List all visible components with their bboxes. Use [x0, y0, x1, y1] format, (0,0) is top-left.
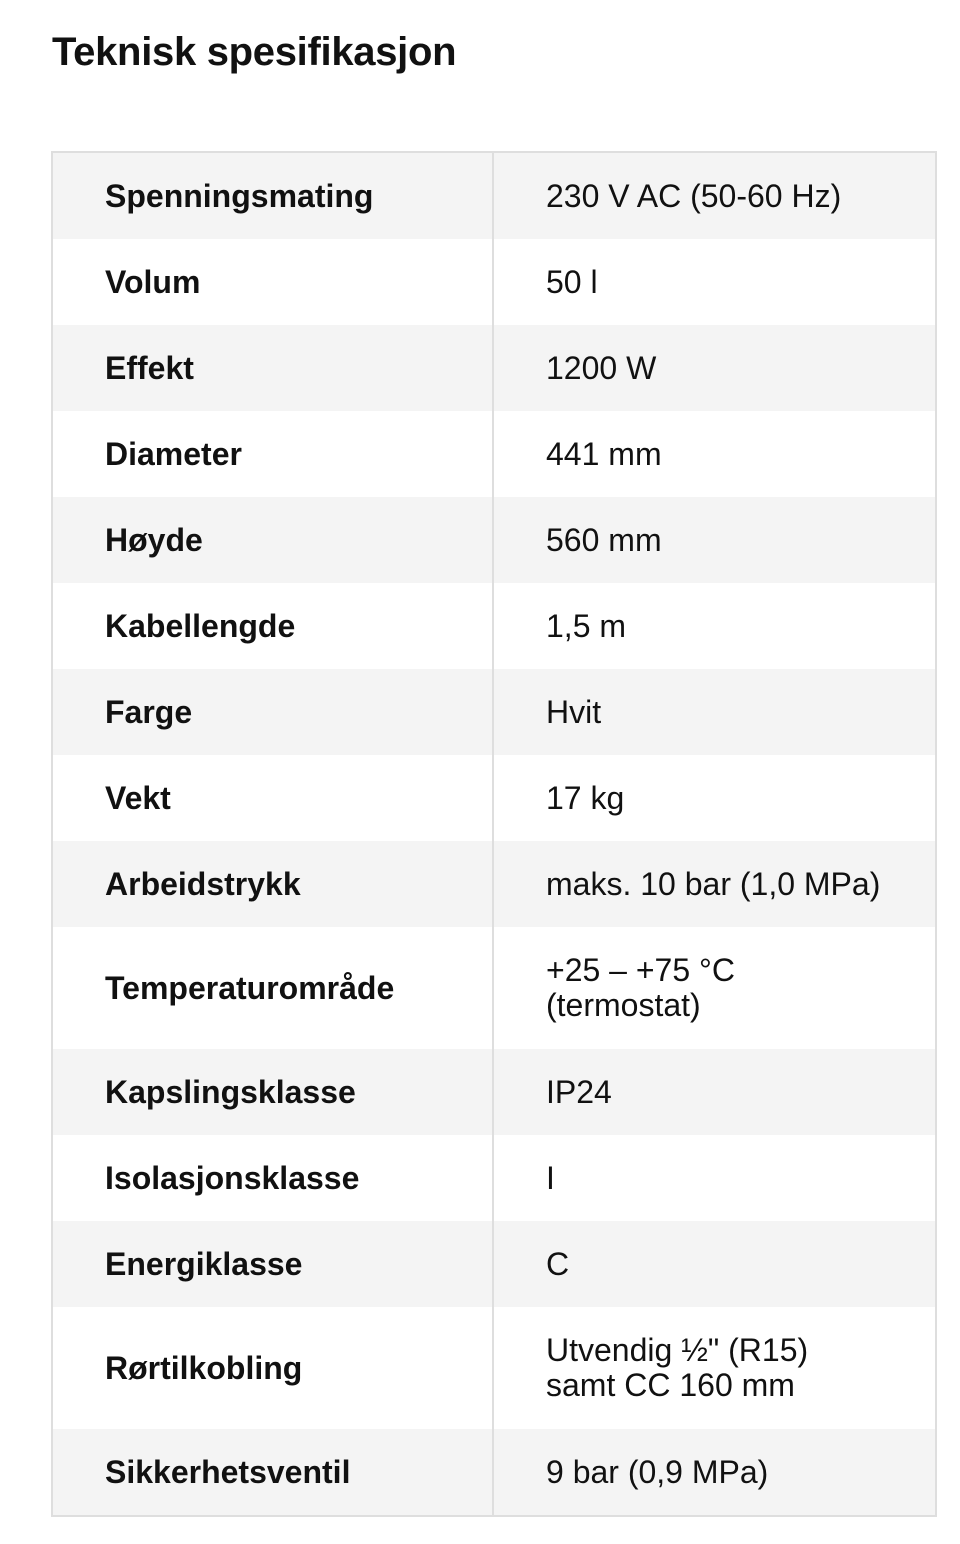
spec-table [51, 151, 937, 1517]
spec-row [53, 1135, 935, 1221]
spec-label: Spenningsmating [53, 153, 494, 239]
spec-label: Arbeidstrykk [53, 841, 494, 927]
spec-value-line: 9 bar (0,9 MPa) [546, 1453, 769, 1490]
spec-value-line: maks. 10 bar (1,0 MPa) [546, 865, 881, 902]
spec-row [53, 1307, 935, 1429]
spec-value [494, 1307, 935, 1429]
spec-value-line: C [546, 1245, 570, 1282]
spec-value [494, 325, 935, 411]
spec-row [53, 325, 935, 411]
spec-value [494, 927, 935, 1049]
spec-value-line: 1200 W [546, 349, 657, 386]
spec-label: Effekt [53, 325, 494, 411]
spec-value-line: (termostat) [546, 987, 701, 1023]
spec-label: Sikkerhetsventil [53, 1429, 494, 1515]
spec-value-line: 17 kg [546, 779, 625, 816]
spec-value-line: 1,5 m [546, 607, 627, 644]
page-title: Teknisk spesifikasjon [52, 30, 457, 74]
spec-row [53, 153, 935, 239]
spec-row [53, 583, 935, 669]
spec-label: Volum [53, 239, 494, 325]
spec-value [494, 1049, 935, 1135]
spec-value [494, 1429, 935, 1515]
spec-value-line: 441 mm [546, 435, 662, 472]
spec-row [53, 1049, 935, 1135]
spec-label: Høyde [53, 497, 494, 583]
spec-value-line: samt CC 160 mm [546, 1367, 795, 1403]
spec-label: Temperaturområde [53, 927, 494, 1049]
spec-value-line: 50 l [546, 263, 598, 300]
spec-row [53, 841, 935, 927]
spec-label: Diameter [53, 411, 494, 497]
spec-value-line: IP24 [546, 1073, 612, 1110]
spec-row [53, 411, 935, 497]
spec-value [494, 239, 935, 325]
spec-value-line: 560 mm [546, 521, 662, 558]
spec-value-line: Utvendig ½" (R15) [546, 1332, 809, 1368]
spec-value [494, 583, 935, 669]
spec-label: Isolasjonsklasse [53, 1135, 494, 1221]
spec-label: Energiklasse [53, 1221, 494, 1307]
spec-value [494, 1221, 935, 1307]
spec-value [494, 153, 935, 239]
spec-row [53, 669, 935, 755]
spec-label: Rørtilkobling [53, 1307, 494, 1429]
spec-label: Kapslingsklasse [53, 1049, 494, 1135]
spec-row [53, 239, 935, 325]
spec-row [53, 1221, 935, 1307]
spec-value [494, 841, 935, 927]
spec-value [494, 755, 935, 841]
spec-value [494, 1135, 935, 1221]
spec-row [53, 755, 935, 841]
spec-row [53, 497, 935, 583]
spec-value [494, 411, 935, 497]
spec-label: Vekt [53, 755, 494, 841]
spec-label: Kabellengde [53, 583, 494, 669]
spec-value-line: 230 V AC (50-60 Hz) [546, 177, 842, 214]
spec-value-line: Hvit [546, 693, 602, 730]
spec-value [494, 669, 935, 755]
spec-label: Farge [53, 669, 494, 755]
spec-row [53, 927, 935, 1049]
spec-row [53, 1429, 935, 1515]
spec-value-line: +25 – +75 °C [546, 952, 735, 988]
spec-value-line: I [546, 1159, 555, 1196]
spec-value [494, 497, 935, 583]
